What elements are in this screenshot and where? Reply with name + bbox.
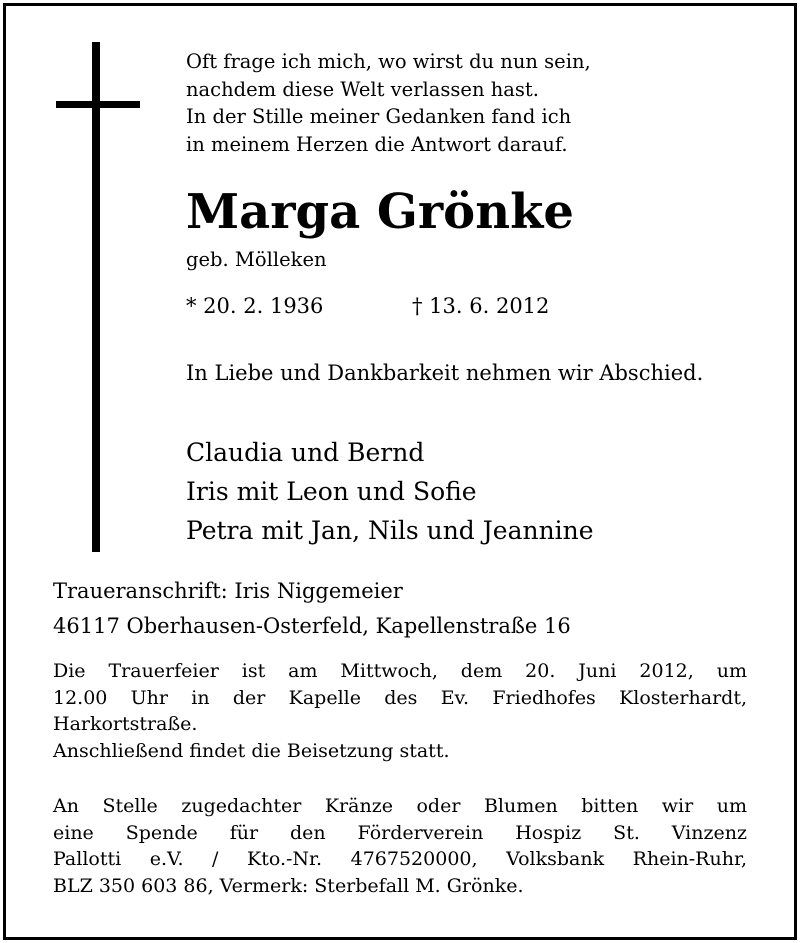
poem-line: In der Stille meiner Gedanken fand ich [186,105,572,128]
poem-line: in meinem Herzen die Antwort darauf. [186,132,568,156]
mourner: Petra mit Jan, Nils und Jeannine [186,516,594,545]
obituary-notice [3,3,797,940]
mourner: Claudia und Bernd [186,438,425,467]
poem [186,48,591,158]
birth-date: * 20. 2. 1936 [186,294,324,318]
ceremony-line: Harkortstraße. [53,713,198,735]
ceremony-info [53,658,747,764]
donation-line: BLZ 350 603 86, Vermerk: Sterbefall M. Grönke. [53,874,524,897]
donation-info [53,793,747,899]
deceased-name: Marga Grönke [186,184,574,240]
poem-line: Oft frage ich mich, wo wirst du nun sein, [186,50,591,73]
ceremony-line: 12.00 Uhr in der Kapelle des Ev. Friedhofes Klosterhardt, [53,686,747,709]
mourners-list [186,433,594,550]
ceremony-line: Die Trauerfeier ist am Mittwoch, dem 20. Juni 2012, um [53,660,747,682]
birth-name: geb. Mölleken [186,248,327,271]
farewell-text: In Liebe und Dankbarkeit nehmen wir Abschied. [186,361,704,385]
mourning-address [53,574,571,644]
address-line: Traueranschrift: Iris Niggemeier [53,579,403,603]
cross-icon [92,42,100,552]
donation-line: eine Spende für den Förderverein Hospiz St. Vinzenz [53,821,747,844]
poem-line: nachdem diese Welt verlassen hast. [186,77,539,101]
life-dates [186,294,550,318]
ceremony-line: Anschließend findet die Beisetzung statt. [53,739,450,762]
cross-icon-bar [56,101,140,108]
death-date: † 13. 6. 2012 [412,294,550,318]
address-line: 46117 Oberhausen-Osterfeld, Kapellenstraße 16 [53,614,571,638]
mourner: Iris mit Leon und Sofie [186,477,477,506]
donation-line: An Stelle zugedachter Kränze oder Blumen bitten wir um [53,795,747,817]
donation-line: Pallotti e.V. / Kto.-Nr. 4767520000, Volksbank Rhein-Ruhr, [53,848,747,870]
